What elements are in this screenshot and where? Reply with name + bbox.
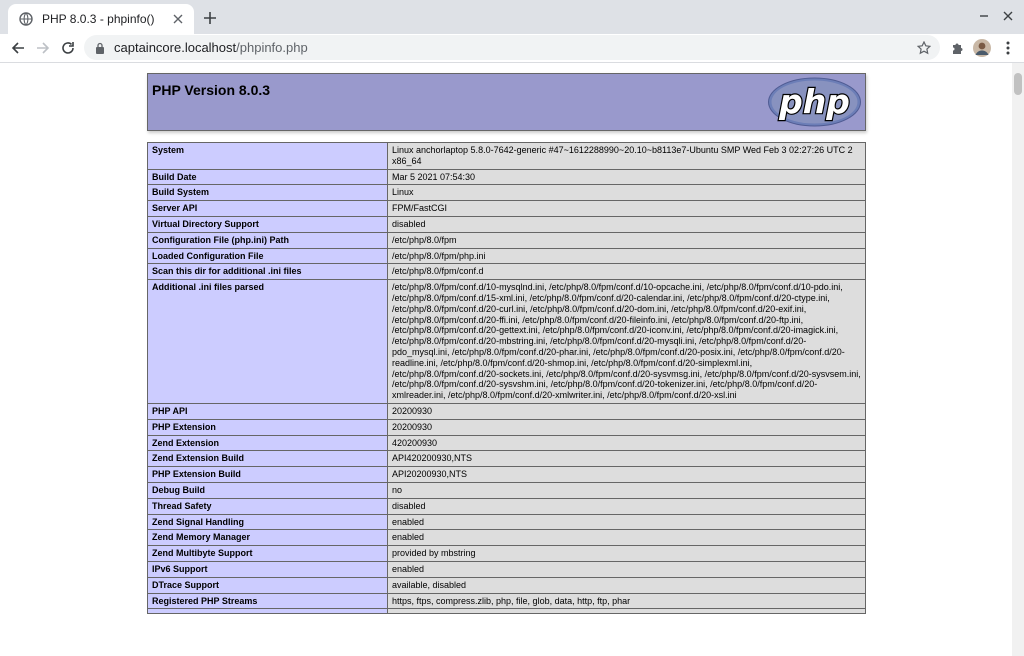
setting-value: FPM/FastCGI	[388, 201, 866, 217]
setting-name: Thread Safety	[148, 498, 388, 514]
setting-value: Mar 5 2021 07:54:30	[388, 169, 866, 185]
setting-name: Server API	[148, 201, 388, 217]
setting-value: /etc/php/8.0/fpm/conf.d/10-mysqlnd.ini, /etc/php/8.0/fpm/conf.d/10-opcache.ini, /etc/php/8.0/fpm/conf.d/10-pdo.ini, /etc/php/8.0/fpm/conf.d/15-xml.ini, /etc/php/8.0/fpm/conf.d/20-calendar.ini, /etc/php/8.0/fpm/conf.d/20-ctype.ini, /etc/php/8.0/fpm/conf.d/20-curl.ini, /etc/php/8.0/fpm/conf.d/20-dom.ini, /etc/php/8.0/fpm/conf.d/20-exif.ini, /etc/php/8.0/fpm/conf.d/20-ffi.ini, /etc/php/8.0/fpm/conf.d/20-fileinfo.ini, /etc/php/8.0/fpm/conf.d/20-ftp.ini, /etc/php/8.0/fpm/conf.d/20-gettext.ini, /etc/php/8.0/fpm/conf.d/20-iconv.ini, /etc/php/8.0/fpm/conf.d/20-imagick.ini, /etc/php/8.0/fpm/conf.d/20-mbstring.ini, /etc/php/8.0/fpm/conf.d/20-mysqli.ini, /etc/php/8.0/fpm/conf.d/20-pdo_mysql.ini, /etc/php/8.0/fpm/conf.d/20-phar.ini, /etc/php/8.0/fpm/conf.d/20-posix.ini, /etc/php/8.0/fpm/conf.d/20-readline.ini, /etc/php/8.0/fpm/conf.d/20-shmop.ini, /etc/php/8.0/fpm/conf.d/20-simplexml.ini, /etc/php/8.0/fpm/conf.d/20-sockets.ini, /etc/php/8.0/fpm/conf.d/20-sysvmsg.ini, /etc/php/8.0/fpm/conf.d/20-sysvsem.ini, /etc/php/8.0/fpm/conf.d/20-sysvshm.ini, /etc/php/8.0/fpm/conf.d/20-tokenizer.ini, /etc/php/8.0/fpm/conf.d/20-xmlreader.ini, /etc/php/8.0/fpm/conf.d/20-xmlwriter.ini, /etc/php/8.0/fpm/conf.d/20-xsl.ini	[388, 280, 866, 404]
setting-value	[388, 609, 866, 614]
back-icon[interactable]	[6, 36, 30, 60]
table-row	[148, 264, 866, 280]
globe-icon	[18, 11, 34, 27]
setting-value: 420200930	[388, 435, 866, 451]
setting-value: API420200930,NTS	[388, 451, 866, 467]
table-row	[148, 530, 866, 546]
setting-value: /etc/php/8.0/fpm	[388, 232, 866, 248]
setting-name: System	[148, 143, 388, 170]
menu-icon[interactable]	[996, 36, 1020, 60]
url-path: /phpinfo.php	[236, 40, 308, 55]
address-bar[interactable]	[84, 35, 940, 60]
setting-name: Additional .ini files parsed	[148, 280, 388, 404]
browser-toolbar	[0, 34, 1024, 63]
forward-icon[interactable]	[31, 36, 55, 60]
extensions-icon[interactable]	[945, 36, 969, 60]
table-row	[148, 185, 866, 201]
setting-value: disabled	[388, 498, 866, 514]
setting-name: Registered PHP Streams	[148, 593, 388, 609]
tab-title: PHP 8.0.3 - phpinfo()	[42, 12, 155, 26]
table-row	[148, 593, 866, 609]
table-row	[148, 435, 866, 451]
setting-name: PHP Extension	[148, 419, 388, 435]
setting-value: enabled	[388, 514, 866, 530]
setting-value: enabled	[388, 530, 866, 546]
table-row	[148, 482, 866, 498]
table-row	[148, 216, 866, 232]
table-row	[148, 451, 866, 467]
setting-name: Debug Build	[148, 482, 388, 498]
setting-value: enabled	[388, 561, 866, 577]
table-row	[148, 143, 866, 170]
setting-name: Zend Multibyte Support	[148, 546, 388, 562]
table-row	[148, 514, 866, 530]
setting-value: no	[388, 482, 866, 498]
table-row	[148, 498, 866, 514]
php-info-table	[147, 142, 866, 614]
setting-value: /etc/php/8.0/fpm/php.ini	[388, 248, 866, 264]
setting-value: Linux	[388, 185, 866, 201]
lock-icon[interactable]	[94, 41, 106, 55]
new-tab-icon[interactable]	[200, 8, 220, 28]
setting-name: Zend Extension Build	[148, 451, 388, 467]
bookmark-star-icon[interactable]	[914, 38, 934, 58]
php-logo-icon	[767, 77, 862, 127]
table-row	[148, 561, 866, 577]
setting-name	[148, 609, 388, 614]
setting-name: IPv6 Support	[148, 561, 388, 577]
table-row	[148, 169, 866, 185]
page-content	[0, 63, 1012, 656]
table-row	[148, 201, 866, 217]
url-host: captaincore.localhost	[114, 40, 237, 55]
setting-name: Zend Memory Manager	[148, 530, 388, 546]
setting-value: provided by mbstring	[388, 546, 866, 562]
table-row	[148, 609, 866, 614]
setting-name: Scan this dir for additional .ini files	[148, 264, 388, 280]
setting-name: Zend Extension	[148, 435, 388, 451]
setting-name: Build Date	[148, 169, 388, 185]
setting-name: PHP Extension Build	[148, 467, 388, 483]
reload-icon[interactable]	[56, 36, 80, 60]
url-text	[114, 40, 914, 55]
table-row	[148, 546, 866, 562]
table-row	[148, 577, 866, 593]
setting-name: Virtual Directory Support	[148, 216, 388, 232]
table-row	[148, 248, 866, 264]
setting-name: Zend Signal Handling	[148, 514, 388, 530]
setting-value: 20200930	[388, 419, 866, 435]
table-row	[148, 280, 866, 404]
close-window-icon[interactable]	[996, 6, 1020, 26]
table-row	[148, 419, 866, 435]
setting-value: /etc/php/8.0/fpm/conf.d	[388, 264, 866, 280]
setting-value: https, ftps, compress.zlib, php, file, glob, data, http, ftp, phar	[388, 593, 866, 609]
minimize-icon[interactable]	[972, 6, 996, 26]
setting-name: Build System	[148, 185, 388, 201]
tab-phpinfo[interactable]	[8, 4, 194, 34]
setting-name: PHP API	[148, 403, 388, 419]
setting-value: available, disabled	[388, 577, 866, 593]
setting-value: API20200930,NTS	[388, 467, 866, 483]
close-icon[interactable]	[170, 11, 186, 27]
setting-value: 20200930	[388, 403, 866, 419]
setting-name: Loaded Configuration File	[148, 248, 388, 264]
scrollbar[interactable]	[1012, 63, 1024, 656]
table-row	[148, 467, 866, 483]
setting-value: Linux anchorlaptop 5.8.0-7642-generic #47~1612288990~20.10~b8113e7-Ubuntu SMP Wed Feb 3 02:27:26 UTC 2 x86_64	[388, 143, 866, 170]
setting-value: disabled	[388, 216, 866, 232]
scrollbar-thumb[interactable]	[1014, 73, 1022, 95]
php-logo-text: php	[779, 82, 850, 121]
table-row	[148, 232, 866, 248]
table-row	[148, 403, 866, 419]
setting-name: Configuration File (php.ini) Path	[148, 232, 388, 248]
tab-strip	[0, 0, 1024, 34]
avatar[interactable]	[970, 36, 994, 60]
page-title: PHP Version 8.0.3	[152, 82, 271, 98]
php-version-header	[147, 73, 866, 131]
setting-name: DTrace Support	[148, 577, 388, 593]
